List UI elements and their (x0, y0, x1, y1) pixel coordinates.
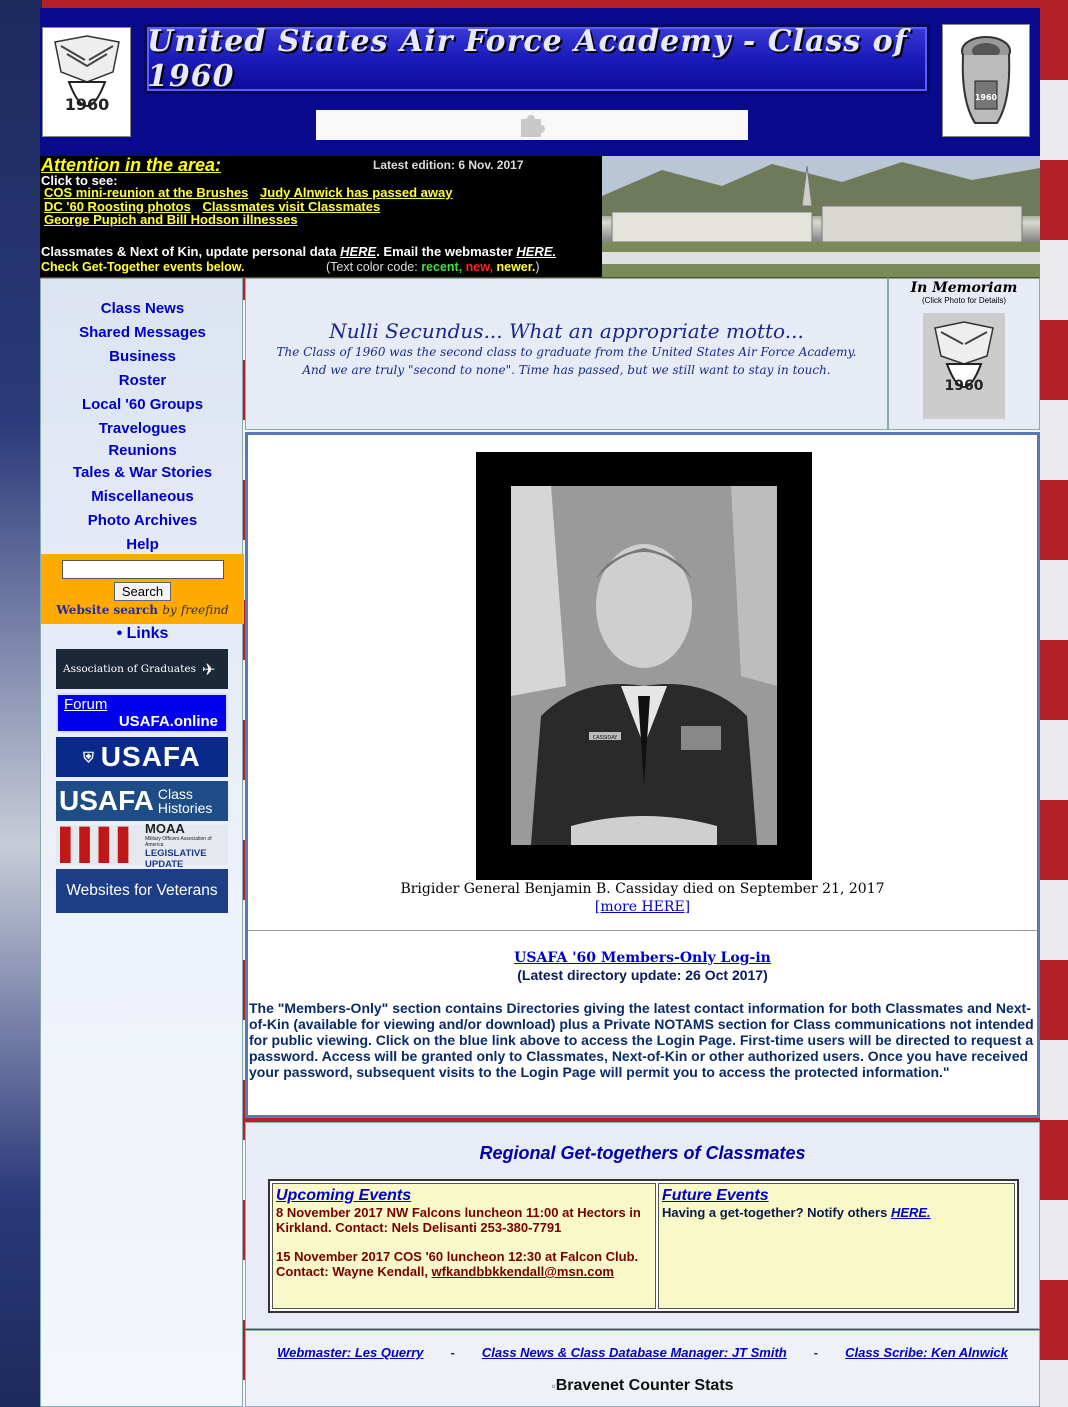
link-cos-mini-reunion[interactable]: COS mini-reunion at the Brushes (44, 185, 249, 200)
nav-miscellaneous[interactable]: Miscellaneous (91, 488, 194, 505)
future-text: Having a get-together? Notify others (661, 1205, 891, 1220)
broken-image-icon: ▫ (551, 1379, 556, 1393)
left-sidebar (40, 278, 243, 1407)
academy-campus-photo (602, 156, 1040, 277)
nav-help[interactable]: Help (126, 536, 159, 553)
site-title-banner (144, 24, 930, 94)
hist-histories-text: Histories (157, 800, 213, 816)
motto-line-1: The Class of 1960 was the second class to graduate from the United States Air Force Academy. (276, 345, 857, 359)
nav-photo-archives[interactable]: Photo Archives (87, 512, 198, 529)
usafa-seal-icon: ⛨ (83, 748, 95, 765)
nav-class-news[interactable]: Class News (100, 300, 185, 317)
websites-for-veterans-banner[interactable] (56, 869, 228, 913)
latest-edition: Latest edition: 6 Nov. 2017 (373, 158, 524, 172)
link-dc-roosting-photos[interactable]: DC '60 Roosting photos (44, 198, 191, 214)
motto-heading: Nulli Secundus... What an appropriate motto... (329, 319, 804, 343)
color-legend (326, 260, 540, 274)
upcoming-event-2 (276, 1249, 652, 1279)
attention-panel (40, 156, 602, 277)
background-flag-left (0, 0, 42, 1407)
regional-title: Regional Get-togethers of Classmates (479, 1143, 806, 1163)
upcoming-event-2-text: 15 November 2017 COS '60 luncheon 12:30 at Falcon Club. Contact: Wayne Kendall, (276, 1249, 639, 1279)
email-prefix: . Email the webmaster (376, 244, 517, 259)
events-table (268, 1179, 1019, 1313)
memoriam-subtitle: (Click Photo for Details) (921, 296, 1007, 305)
plugin-placeholder (316, 110, 748, 140)
nav-tales-war-stories[interactable]: Tales & War Stories (72, 464, 213, 481)
search-box (41, 554, 244, 624)
notify-others-link[interactable]: HERE. (890, 1205, 931, 1220)
motto-panel (245, 278, 888, 430)
usafa-banner[interactable] (56, 737, 228, 777)
aog-text: Association of Graduates (63, 663, 196, 675)
hist-usafa-text: USAFA (59, 785, 154, 816)
search-input[interactable] (62, 560, 224, 579)
campus-illustration (602, 156, 1040, 277)
links-title-text: Links (126, 625, 169, 642)
class-ring-image[interactable] (942, 24, 1030, 137)
counter-text: Bravenet Counter Stats (555, 1377, 734, 1394)
main-nav (41, 279, 244, 553)
legend-suffix: ) (535, 260, 540, 274)
upcoming-event-1: 8 November 2017 NW Falcons luncheon 11:00 at Hectors in Kirkland. Contact: Nels Delisanti 253-380-7791 (276, 1205, 641, 1235)
attention-title: Attention in the area: (41, 155, 222, 175)
nav-business[interactable]: Business (109, 348, 176, 365)
forum-text: Forum (64, 696, 108, 713)
site-title: United States Air Force Academy - Class of 1960 (147, 24, 908, 94)
general-portrait-illustration (511, 486, 777, 845)
memoriam-crest-icon (929, 318, 999, 414)
moaa-legislative-update-banner[interactable] (56, 820, 228, 870)
puzzle-piece-icon (517, 111, 547, 139)
portrait-photo[interactable] (511, 486, 777, 845)
portrait-caption: Brigider General Benjamin B. Cassiday died on September 21, 2017 (400, 881, 885, 897)
update-prefix: Classmates & Next of Kin, update personal data (41, 244, 341, 259)
wayne-kendall-email-link[interactable]: wfkandbbkkendall@msn.com (431, 1264, 614, 1279)
association-of-graduates-banner[interactable] (56, 649, 228, 689)
usafa-online-text: USAFA.online (118, 713, 218, 730)
moaa-flag-icon: ▌▌▌▌ (60, 828, 138, 861)
legend-recent: recent, (421, 260, 463, 274)
search-button[interactable]: Search (114, 582, 171, 601)
freefind-link[interactable]: freefind (180, 603, 229, 617)
eagle-crest-icon (47, 32, 127, 132)
usafa-online-forum-banner[interactable] (56, 693, 228, 733)
usafa-text: USAFA (100, 741, 201, 772)
latest-directory-update: (Latest directory update: 26 Oct 2017) (517, 967, 768, 983)
class-scribe-link[interactable]: Class Scribe: Ken Alnwick (845, 1345, 1008, 1360)
check-events-line (41, 260, 540, 274)
moaa-text: MOAA (145, 820, 185, 836)
legend-prefix: (Text color code: (326, 260, 422, 274)
by-text: by (162, 603, 177, 617)
legend-new: new, (465, 260, 493, 274)
main-content (245, 432, 1040, 1118)
more-here-link[interactable]: [more HERE] (594, 899, 691, 915)
future-events-cell (658, 1183, 1015, 1309)
regional-gettogethers (245, 1122, 1040, 1329)
svg-text:1960: 1960 (64, 95, 109, 114)
check-events-text: Check Get-Together events below. (41, 260, 245, 274)
footer-separator: - (450, 1345, 455, 1360)
veterans-text: Websites for Veterans (66, 882, 218, 899)
upcoming-events-cell (272, 1183, 656, 1309)
footer-separator: - (813, 1345, 819, 1360)
svg-text:CASSIDAY: CASSIDAY (592, 735, 618, 741)
motto-line-2: And we are truly "second to none". Time has passed, but we still want to stay in touch. (302, 363, 831, 377)
class-ring-icon (951, 31, 1021, 131)
update-data-link[interactable]: HERE (340, 244, 377, 259)
footer-links (246, 1345, 1039, 1360)
moaa-update-text: LEGISLATIVE UPDATE (145, 847, 207, 870)
usafa-class-histories-banner[interactable] (56, 781, 228, 821)
portrait-frame (476, 452, 812, 880)
wings-icon: ✈ (201, 659, 216, 679)
link-judy-alnwick[interactable]: Judy Alnwick has passed away (260, 185, 453, 200)
counter-stats (246, 1377, 1039, 1395)
nav-reunions[interactable]: Reunions (108, 442, 177, 459)
update-data-line (41, 244, 556, 259)
memoriam-title: In Memoriam (910, 280, 1018, 296)
link-pupich-hodson[interactable]: George Pupich and Bill Hodson illnesses (44, 212, 298, 227)
links-heading: • Links (116, 625, 169, 642)
email-webmaster-link[interactable]: HERE. (516, 244, 557, 259)
members-only-login-link[interactable]: USAFA '60 Members-Only Log-in (514, 950, 771, 966)
site-header (40, 8, 1040, 156)
nav-shared-messages[interactable]: Shared Messages (79, 324, 206, 341)
legend-newer: newer. (496, 260, 536, 274)
moaa-subtext: Military Officers Association of America (145, 835, 212, 848)
background-flag-right (1040, 0, 1068, 1407)
memoriam-photo[interactable] (923, 313, 1005, 419)
click-to-see-label: Click to see: (41, 173, 118, 188)
upcoming-events-heading[interactable]: Upcoming Events (276, 1187, 412, 1204)
page (40, 8, 1040, 1407)
content-divider (248, 930, 1037, 931)
page-footer (245, 1330, 1040, 1407)
webmaster-link[interactable]: Webmaster: Les Querry (277, 1345, 424, 1360)
in-memoriam-panel (888, 278, 1040, 430)
future-events-heading[interactable]: Future Events (661, 1187, 769, 1204)
database-manager-link[interactable]: Class News & Class Database Manager: JT Smith (481, 1345, 787, 1360)
nav-travelogues[interactable]: Travelogues (98, 420, 187, 437)
svg-text:1960: 1960 (944, 378, 984, 394)
hist-class-text: Class (157, 786, 193, 802)
members-only-description: The "Members-Only" section contains Directories giving the latest contact information for both Classmates and Next-of-Kin (available for viewing and/or download) plus a Private NOTAMS section for Class communications not intended for public viewing. Click on the blue link above to access the Login Page. First-time users will be directed to request a password. Access will be granted only to Classmates, Next-of-Kin or other authorized users. Once you have received your password, subsequent visits to the Login Page will permit you to access the protected information." (249, 1000, 1034, 1080)
future-events-text (662, 1205, 1011, 1220)
website-search-text: Website search (56, 603, 159, 617)
class-crest-left[interactable] (42, 27, 131, 137)
svg-text:1960: 1960 (974, 92, 998, 102)
website-search-label (41, 603, 244, 617)
attention-links (44, 186, 460, 227)
nav-roster[interactable]: Roster (118, 372, 167, 389)
link-classmates-visit[interactable]: Classmates visit Classmates (202, 198, 381, 214)
nav-local-groups[interactable]: Local '60 Groups (81, 396, 204, 413)
